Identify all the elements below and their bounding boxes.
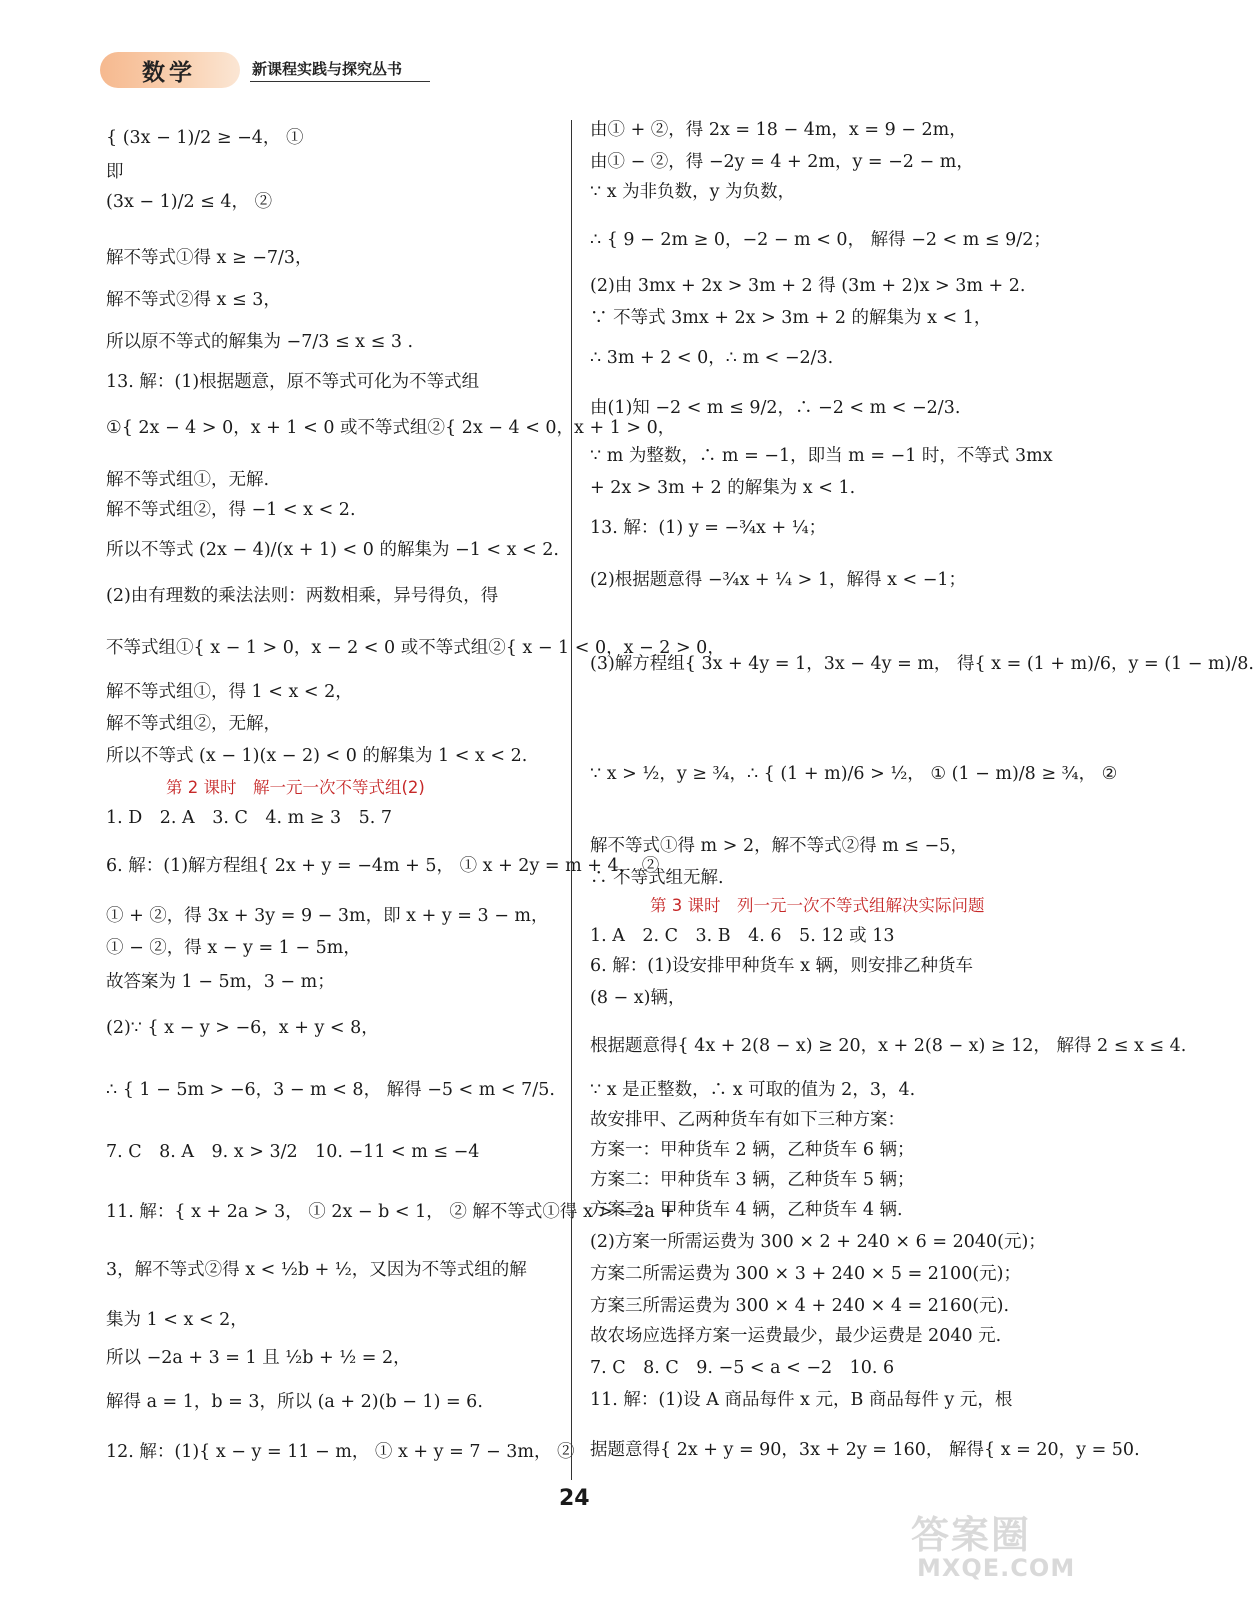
answer-line: (8 − x)辆， bbox=[590, 988, 686, 1008]
answer-line: 1. D 2. A 3. C 4. m ≥ 3 5. 7 bbox=[106, 808, 393, 828]
answer-line: 所以不等式 (x − 1)(x − 2) < 0 的解集为 1 < x < 2. bbox=[106, 746, 528, 766]
answer-line: ∵ 不等式 3mx + 2x > 3m + 2 的解集为 x < 1， bbox=[590, 308, 992, 328]
watermark-text: 答案圈 bbox=[911, 1513, 1032, 1557]
answer-line: 11. 解：(1)设 A 商品每件 x 元，B 商品每件 y 元，根 bbox=[590, 1390, 1013, 1410]
answer-line: ∵ x 为非负数，y 为负数， bbox=[590, 182, 796, 202]
subject-badge bbox=[100, 52, 240, 88]
answer-line: 7. C 8. A 9. x > 3/2 10. −11 < m ≤ −4 bbox=[106, 1142, 480, 1162]
answer-line: ∴ 3m + 2 < 0，∴ m < −2/3. bbox=[590, 348, 834, 368]
watermark-logo bbox=[911, 1504, 1101, 1594]
answer-line: ① − ②，得 x − y = 1 − 5m， bbox=[106, 938, 361, 958]
header-underline bbox=[250, 81, 430, 82]
subject-label: 数学 bbox=[142, 60, 196, 86]
series-title: 新课程实践与探究丛书 bbox=[252, 60, 403, 78]
column-divider bbox=[571, 120, 572, 1480]
answer-line: 方案二：甲种货车 3 辆，乙种货车 5 辆； bbox=[590, 1170, 915, 1190]
answer-line: (2)由有理数的乘法法则：两数相乘，异号得负，得 bbox=[106, 586, 499, 606]
answer-line: 13. 解：(1)根据题意，原不等式可化为不等式组 bbox=[106, 372, 480, 392]
answer-line: 方案一：甲种货车 2 辆，乙种货车 6 辆； bbox=[590, 1140, 915, 1160]
answer-line: 11. 解：{ x + 2a > 3， ① 2x − b < 1， ② 解不等式①得 x > −2a + bbox=[106, 1202, 676, 1222]
answer-line: 由(1)知 −2 < m ≤ 9/2，∴ −2 < m < −2/3. bbox=[590, 398, 961, 418]
answer-line: (3)解方程组{ 3x + 4y = 1，3x − 4y = m， 得{ x = (1 + m)/6，y = (1 − m)/8. bbox=[590, 654, 1254, 674]
answer-line: 不等式组①{ x − 1 > 0，x − 2 < 0 或不等式组②{ x − 1 < 0，x − 2 > 0， bbox=[106, 638, 725, 658]
answer-line: (2)由 3mx + 2x > 3m + 2 得 (3m + 2)x > 3m + 2. bbox=[590, 276, 1026, 296]
answer-line: 6. 解：(1)设安排甲种货车 x 辆，则安排乙种货车 bbox=[590, 956, 974, 976]
answer-line: 即 bbox=[106, 162, 124, 182]
answer-line: 故安排甲、乙两种货车有如下三种方案： bbox=[590, 1110, 905, 1130]
answer-line: 解不等式组①，无解. bbox=[106, 470, 270, 490]
answer-line: 解不等式组②，无解， bbox=[106, 714, 281, 734]
answer-line: ①{ 2x − 4 > 0，x + 1 < 0 或不等式组②{ 2x − 4 < 0，x + 1 > 0， bbox=[106, 418, 676, 438]
answer-line: 解不等式①得 m > 2，解不等式②得 m ≤ −5， bbox=[590, 836, 968, 856]
page-header bbox=[100, 48, 430, 92]
answer-line: 根据题意得{ 4x + 2(8 − x) ≥ 20，x + 2(8 − x) ≥ 12， 解得 2 ≤ x ≤ 4. bbox=[590, 1036, 1187, 1056]
answer-line: 13. 解：(1) y = −¾x + ¼； bbox=[590, 518, 827, 538]
answer-line: 所以不等式 (2x − 4)/(x + 1) < 0 的解集为 −1 < x < 2. bbox=[106, 540, 559, 560]
answer-line: + 2x > 3m + 2 的解集为 x < 1. bbox=[590, 478, 856, 498]
lesson-heading: 第 3 课时 列一元一次不等式组解决实际问题 bbox=[650, 896, 985, 915]
answer-line: ∴ { 9 − 2m ≥ 0，−2 − m < 0， 解得 −2 < m ≤ 9/2； bbox=[590, 230, 1051, 250]
answer-line: 1. A 2. C 3. B 4. 6 5. 12 或 13 bbox=[590, 926, 895, 946]
answer-line: 方案二所需运费为 300 × 3 + 240 × 5 = 2100(元)； bbox=[590, 1264, 1021, 1284]
answer-line: ∵ x > ½，y ≥ ¾，∴ { (1 + m)/6 > ½， ① (1 − m)/8 ≥ ¾， ② bbox=[590, 764, 1118, 784]
answer-line: 集为 1 < x < 2， bbox=[106, 1310, 248, 1330]
answer-line: ∵ m 为整数，∴ m = −1，即当 m = −1 时，不等式 3mx bbox=[590, 446, 1053, 466]
answer-line: (3x − 1)/2 ≤ 4， ② bbox=[106, 192, 273, 212]
answer-line: { (3x − 1)/2 ≥ −4， ① bbox=[106, 128, 304, 148]
answer-line: 12. 解：(1){ x − y = 11 − m， ① x + y = 7 − 3m， ② bbox=[106, 1442, 575, 1462]
answer-line: 据题意得{ 2x + y = 90，3x + 2y = 160， 解得{ x = 20，y = 50. bbox=[590, 1440, 1140, 1460]
answer-line: 解不等式组②，得 −1 < x < 2. bbox=[106, 500, 356, 520]
answer-line: (2)∵ { x − y > −6，x + y < 8， bbox=[106, 1018, 379, 1038]
answer-line: 由① + ②，得 2x = 18 − 4m，x = 9 − 2m， bbox=[590, 120, 967, 140]
answer-line: (2)方案一所需运费为 300 × 2 + 240 × 6 = 2040(元)； bbox=[590, 1232, 1046, 1252]
answer-line: 方案三所需运费为 300 × 4 + 240 × 4 = 2160(元). bbox=[590, 1296, 1010, 1316]
answer-line: 所以原不等式的解集为 −7/3 ≤ x ≤ 3 . bbox=[106, 332, 414, 352]
answer-line: 故农场应选择方案一运费最少，最少运费是 2040 元. bbox=[590, 1326, 1002, 1346]
answer-line: 6. 解：(1)解方程组{ 2x + y = −4m + 5， ① x + 2y = m + 4， ② bbox=[106, 856, 660, 876]
answer-line: 故答案为 1 − 5m，3 − m； bbox=[106, 972, 335, 992]
page-number: 24 bbox=[559, 1486, 590, 1511]
answer-line: (2)根据题意得 −¾x + ¼ > 1，解得 x < −1； bbox=[590, 570, 967, 590]
answer-line: ① + ②，得 3x + 3y = 9 − 3m，即 x + y = 3 − m， bbox=[106, 906, 549, 926]
answer-line: 解不等式①得 x ≥ −7/3， bbox=[106, 248, 313, 268]
answer-line: 所以 −2a + 3 = 1 且 ½b + ½ = 2， bbox=[106, 1348, 411, 1368]
answer-line: 解不等式②得 x ≤ 3， bbox=[106, 290, 281, 310]
answer-line: ∴ { 1 − 5m > −6，3 − m < 8， 解得 −5 < m < 7/5. bbox=[106, 1080, 555, 1100]
answer-line: ∵ x 是正整数，∴ x 可取的值为 2，3，4. bbox=[590, 1080, 916, 1100]
answer-line: 3，解不等式②得 x < ½b + ½，又因为不等式组的解 bbox=[106, 1260, 527, 1280]
lesson-heading: 第 2 课时 解一元一次不等式组(2) bbox=[166, 778, 425, 797]
answer-line: ∴ 不等式组无解. bbox=[590, 868, 724, 888]
answer-line: 解得 a = 1，b = 3，所以 (a + 2)(b − 1) = 6. bbox=[106, 1392, 483, 1412]
answer-line: 方案三：甲种货车 4 辆，乙种货车 4 辆. bbox=[590, 1200, 903, 1220]
watermark-url: MXQE.COM bbox=[917, 1554, 1076, 1582]
answer-line: 由① − ②，得 −2y = 4 + 2m，y = −2 − m， bbox=[590, 152, 974, 172]
answer-line: 解不等式组①，得 1 < x < 2， bbox=[106, 682, 353, 702]
answer-line: 7. C 8. C 9. −5 < a < −2 10. 6 bbox=[590, 1358, 895, 1378]
